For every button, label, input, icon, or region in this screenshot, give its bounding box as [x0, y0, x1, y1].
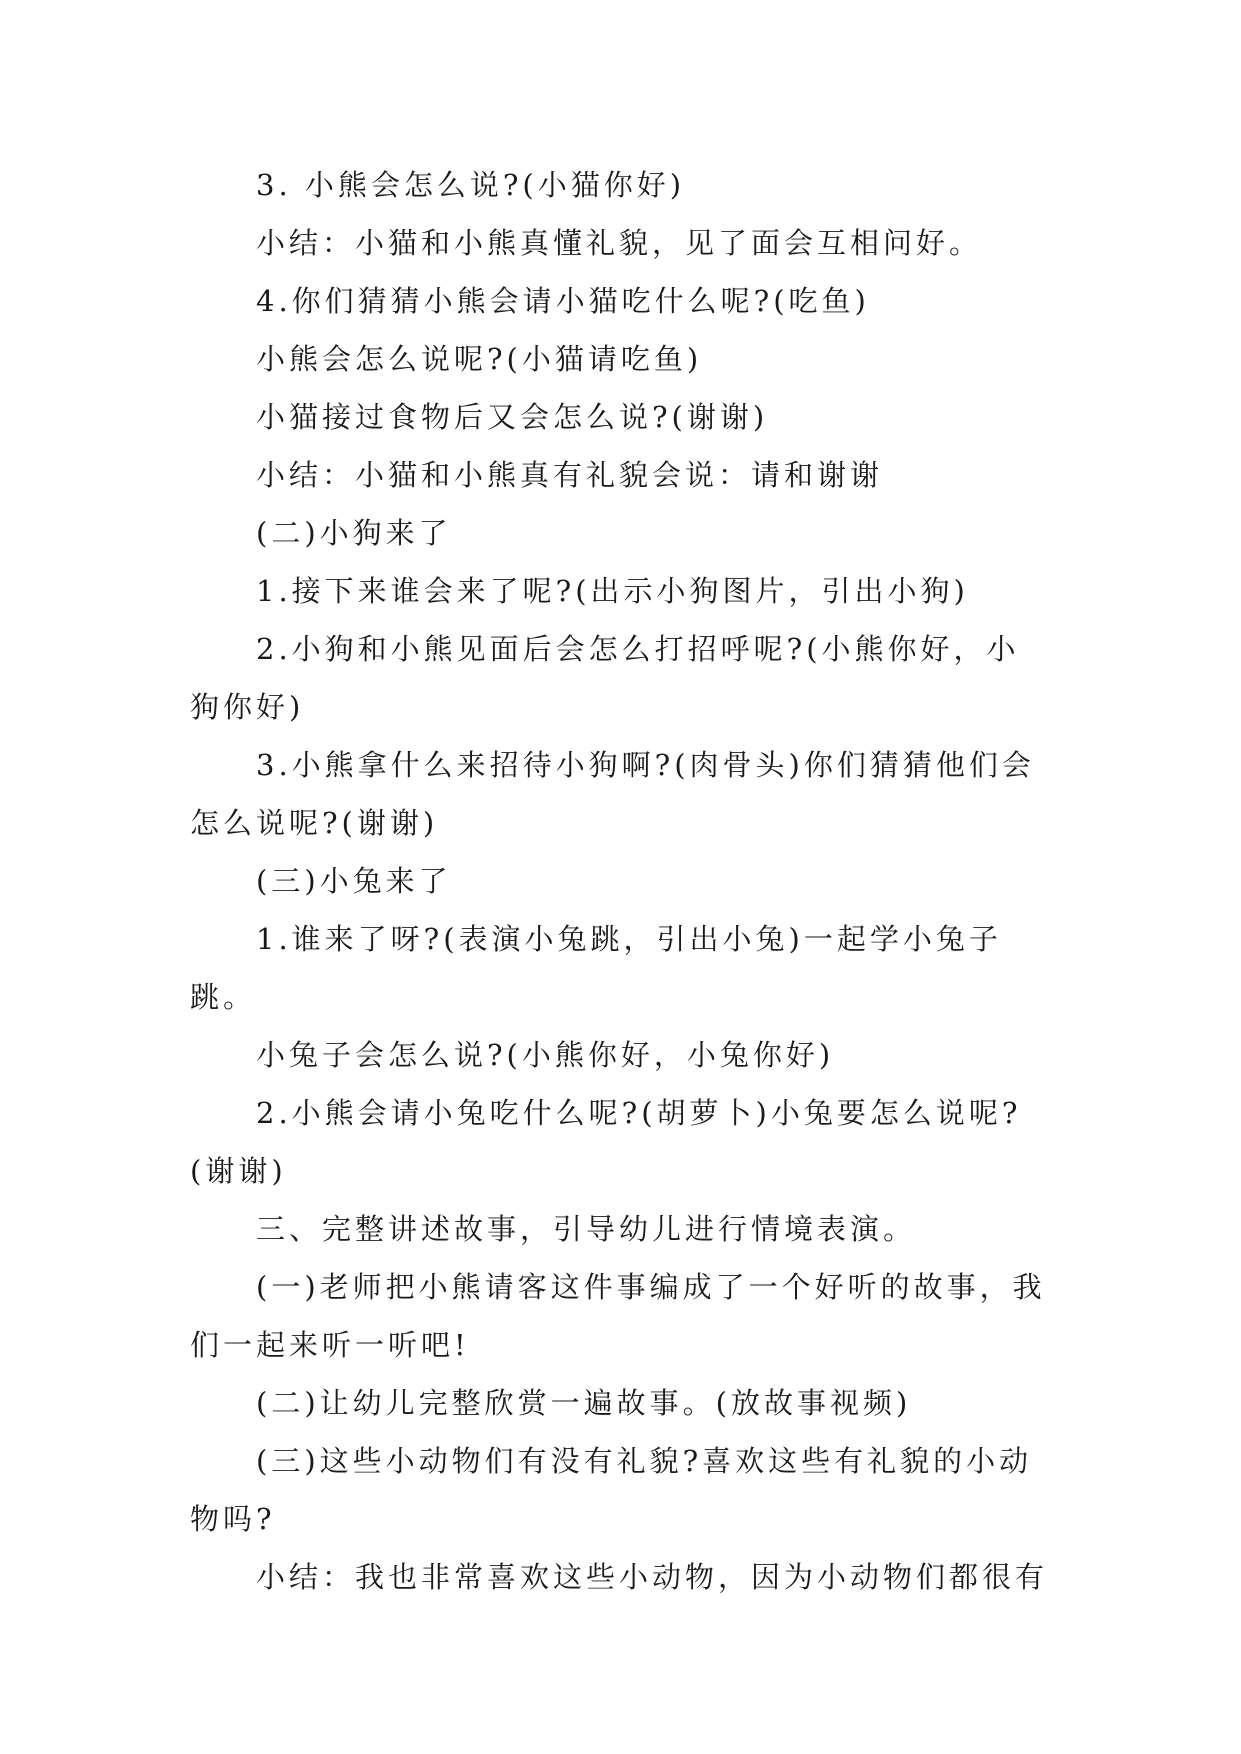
- paragraph: 1.接下来谁会来了呢?(出示小狗图片，引出小狗): [256, 574, 969, 608]
- paragraph: 小结：我也非常喜欢这些小动物，因为小动物们都很有: [256, 1560, 1049, 1594]
- document-body: [190, 156, 1050, 1606]
- paragraph: (二)让幼儿完整欣赏一遍故事。(放故事视频): [256, 1386, 912, 1420]
- section-heading: (二)小狗来了: [256, 516, 452, 550]
- paragraph: 1.谁来了呀?(表演小兔跳，引出小兔)一起学小兔子跳。: [190, 922, 1002, 1014]
- paragraph: 小兔子会怎么说?(小熊你好，小兔你好): [256, 1038, 835, 1072]
- paragraph: 小结：小猫和小熊真懂礼貌，见了面会互相问好。: [256, 226, 983, 260]
- paragraph: 小猫接过食物后又会怎么说?(谢谢): [256, 400, 769, 434]
- paragraph: 2.小熊会请小兔吃什么呢?(胡萝卜)小兔要怎么说呢?(谢谢): [190, 1096, 1022, 1188]
- paragraph: (三)这些小动物们有没有礼貌?喜欢这些有礼貌的小动物吗?: [190, 1444, 1033, 1536]
- section-heading: (三)小兔来了: [256, 864, 452, 898]
- section-heading: 三、完整讲述故事，引导幼儿进行情境表演。: [256, 1212, 917, 1246]
- paragraph: 小结：小猫和小熊真有礼貌会说：请和谢谢: [256, 458, 884, 492]
- paragraph: 小熊会怎么说呢?(小猫请吃鱼): [256, 342, 703, 376]
- paragraph: 3.小熊拿什么来招待小狗啊?(肉骨头)你们猜猜他们会怎么说呢?(谢谢): [190, 748, 1035, 840]
- paragraph: 4.你们猜猜小熊会请小猫吃什么呢?(吃鱼): [256, 284, 870, 318]
- paragraph: (一)老师把小熊请客这件事编成了一个好听的故事，我们一起来听一听吧!: [190, 1270, 1046, 1362]
- paragraph: 2.小狗和小熊见面后会怎么打招呼呢?(小熊你好，小狗你好): [190, 632, 1020, 724]
- paragraph: 3. 小熊会怎么说?(小猫你好): [256, 168, 686, 202]
